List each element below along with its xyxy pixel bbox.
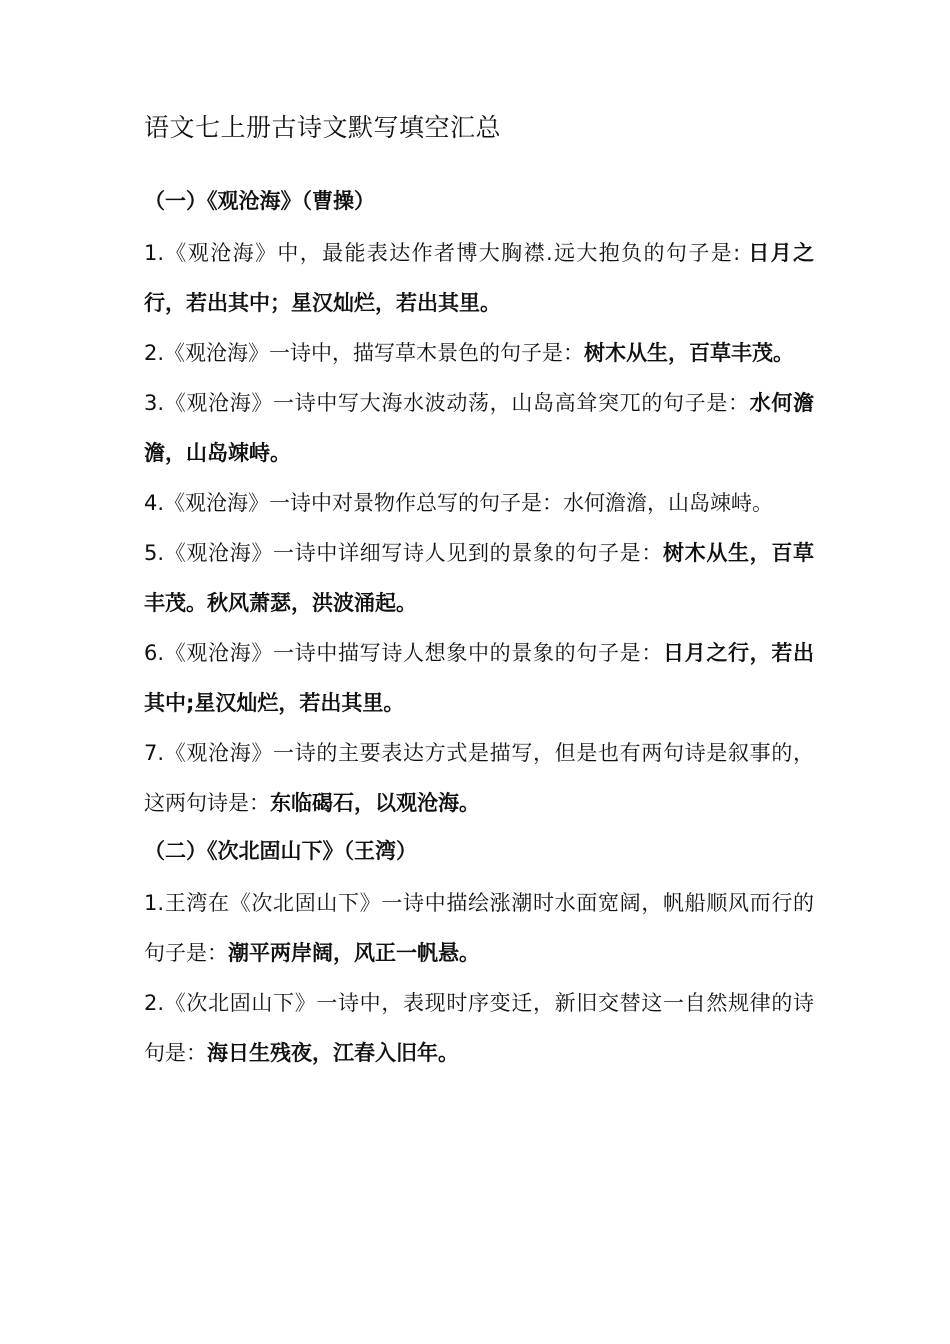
question-item xyxy=(144,328,814,378)
question-text: 1.王湾在《次北固山下》一诗中描绘涨潮时水面宽阔，帆船顺风而行的句子是： xyxy=(144,891,814,965)
answer-text: 日月之行，若出其中；星汉灿烂，若出其里。 xyxy=(144,241,815,315)
question-text: 2.《次北固山下》一诗中，表现时序变迁，新旧交替这一自然规律的诗句是： xyxy=(144,991,814,1065)
question-item xyxy=(144,628,814,728)
question-text: 4.《观沧海》一诗中对景物作总写的句子是：水何澹澹，山岛竦峙。 xyxy=(144,491,774,515)
document-page xyxy=(144,108,814,1078)
answer-text: 海日生残夜，江春入旧年。 xyxy=(207,1041,459,1065)
answer-text: 日月之行，若出其中;星汉灿烂，若出其里。 xyxy=(144,641,814,715)
question-text: 2.《观沧海》一诗中，描写草木景色的句子是： xyxy=(144,341,585,365)
question-text: 1.《观沧海》中，最能表达作者博大胸襟.远大抱负的句子是: xyxy=(144,241,749,265)
answer-text: 水何澹澹，山岛竦峙。 xyxy=(144,391,815,465)
section-ci-bei-gu-shan-xia xyxy=(144,828,814,1078)
question-text: 5.《观沧海》一诗中详细写诗人见到的景象的句子是： xyxy=(144,541,663,565)
question-item xyxy=(144,478,814,528)
question-item xyxy=(144,728,814,828)
question-text: 7.《观沧海》一诗的主要表达方式是描写，但是也有两句诗是叙事的，这两句诗是： xyxy=(144,741,814,815)
question-item xyxy=(144,378,814,478)
question-text: 6.《观沧海》一诗中描写诗人想象中的景象的句子是： xyxy=(144,641,663,665)
question-item xyxy=(144,528,814,628)
question-item xyxy=(144,228,814,328)
answer-text: 树木从生，百草丰茂。 xyxy=(584,341,795,365)
question-item xyxy=(144,878,814,978)
section-guan-cang-hai xyxy=(144,178,814,828)
question-item xyxy=(144,978,814,1078)
question-text: 3.《观沧海》一诗中写大海水波动荡，山岛高耸突兀的句子是： xyxy=(144,391,750,415)
section-heading: （一）《观沧海》（曹操） xyxy=(144,189,375,213)
answer-text: 潮平两岸阔，风正一帆悬。 xyxy=(228,941,480,965)
answer-text: 树木从生，百草丰茂。秋风萧瑟，洪波涌起。 xyxy=(144,541,814,615)
answer-text: 东临碣石，以观沧海。 xyxy=(270,791,480,815)
section-heading: （二）《次北固山下》（王湾） xyxy=(144,839,417,863)
document-title: 语文七上册古诗文默写填空汇总 xyxy=(144,113,502,142)
